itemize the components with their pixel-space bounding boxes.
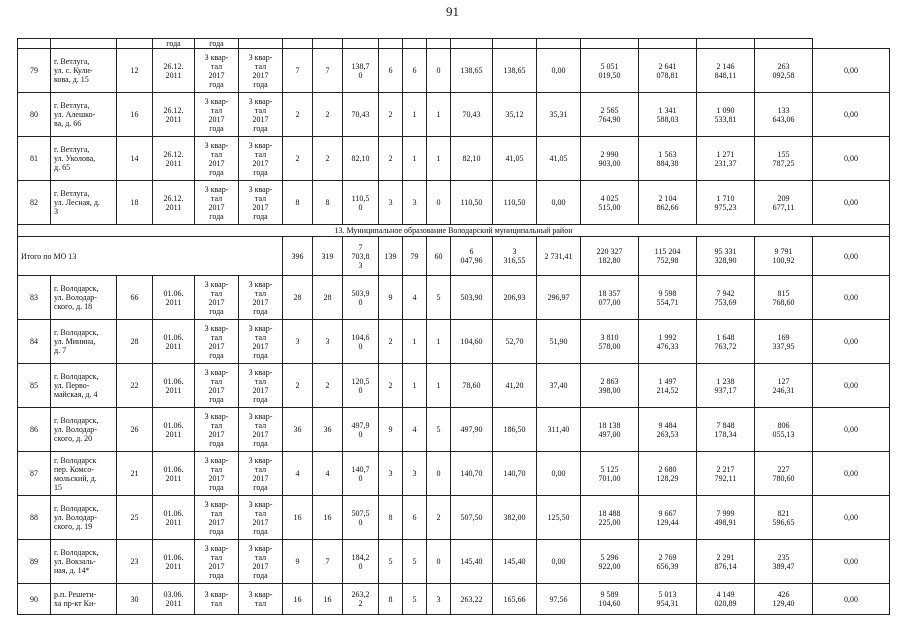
cell-n: 82 — [18, 181, 51, 225]
total-c14: 3 316,55 — [493, 237, 537, 276]
total-c8: 319 — [313, 237, 343, 276]
cell-c4: 26.12. 2011 — [153, 49, 195, 93]
page-number: 91 — [446, 4, 459, 19]
cell-c14: 206,93 — [493, 276, 537, 320]
cell-c8: 16 — [313, 496, 343, 540]
cell-c3: 28 — [117, 320, 153, 364]
table-row — [18, 49, 890, 93]
cell-c17: 2 769 656,39 — [639, 540, 697, 584]
cell-c9: 110,5 0 — [343, 181, 379, 225]
cell-c11: 5 — [403, 540, 427, 584]
cell-addr: г. Володарск, ул. Володар- ского, д. 19 — [51, 496, 117, 540]
cell-n: 80 — [18, 93, 51, 137]
cell-c6: 3 квар- тал 2017 года — [239, 496, 283, 540]
cell-n: 86 — [18, 408, 51, 452]
cell-c20: 0,00 — [813, 93, 890, 137]
cell-c11: 3 — [403, 452, 427, 496]
cell-c10: 3 — [379, 452, 403, 496]
cell-c7: 16 — [283, 584, 313, 615]
cell-c18: 7 848 178,34 — [697, 408, 755, 452]
cell-c4: 26.12. 2011 — [153, 93, 195, 137]
cell-c17: 9 484 263,53 — [639, 408, 697, 452]
cell-c5: 3 квар- тал 2017 года — [195, 137, 239, 181]
total-c17: 115 204 752,98 — [639, 237, 697, 276]
cell-c16: 2 863 398,00 — [581, 364, 639, 408]
cell-c6: 3 квар- тал 2017 года — [239, 320, 283, 364]
cell-c13: 70,43 — [451, 93, 493, 137]
cell-c7: 9 — [283, 540, 313, 584]
cell-c12: 2 — [427, 496, 451, 540]
cell-c18: 1 238 937,17 — [697, 364, 755, 408]
cell-c3: 14 — [117, 137, 153, 181]
total-c11: 79 — [403, 237, 427, 276]
cell-c4: 01.06. 2011 — [153, 540, 195, 584]
cell-c12: 0 — [427, 181, 451, 225]
total-c9: 7 703,8 3 — [343, 237, 379, 276]
header-fragment-cell — [581, 39, 639, 49]
cell-c10: 3 — [379, 181, 403, 225]
cell-n: 89 — [18, 540, 51, 584]
cell-c5: 3 квар- тал 2017 года — [195, 364, 239, 408]
cell-c14: 145,40 — [493, 540, 537, 584]
cell-c20: 0,00 — [813, 49, 890, 93]
cell-c19: 133 643,06 — [755, 93, 813, 137]
header-fragment-cell: года — [153, 39, 195, 49]
cell-c15: 97,56 — [537, 584, 581, 615]
cell-c19: 235 389,47 — [755, 540, 813, 584]
table-row — [18, 93, 890, 137]
cell-c16: 18 138 497,00 — [581, 408, 639, 452]
cell-c6: 3 квар- тал 2017 года — [239, 181, 283, 225]
cell-c13: 104,60 — [451, 320, 493, 364]
cell-c20: 0,00 — [813, 408, 890, 452]
cell-c12: 1 — [427, 93, 451, 137]
cell-c14: 186,50 — [493, 408, 537, 452]
cell-c12: 1 — [427, 137, 451, 181]
cell-n: 83 — [18, 276, 51, 320]
cell-c14: 165,66 — [493, 584, 537, 615]
table-row — [18, 320, 890, 364]
table-row — [18, 181, 890, 225]
cell-c19: 263 092,58 — [755, 49, 813, 93]
cell-c20: 0,00 — [813, 452, 890, 496]
cell-c6: 3 квар- тал 2017 года — [239, 540, 283, 584]
cell-c10: 2 — [379, 320, 403, 364]
cell-c9: 120,5 0 — [343, 364, 379, 408]
cell-c17: 2 641 078,81 — [639, 49, 697, 93]
cell-c10: 8 — [379, 584, 403, 615]
cell-c10: 9 — [379, 276, 403, 320]
cell-c3: 21 — [117, 452, 153, 496]
cell-c4: 01.06. 2011 — [153, 496, 195, 540]
cell-c4: 01.06. 2011 — [153, 452, 195, 496]
cell-c7: 2 — [283, 137, 313, 181]
cell-c15: 0,00 — [537, 181, 581, 225]
cell-c7: 36 — [283, 408, 313, 452]
total-c15: 2 731,41 — [537, 237, 581, 276]
cell-c19: 155 787,25 — [755, 137, 813, 181]
cell-c10: 8 — [379, 496, 403, 540]
table-row — [18, 137, 890, 181]
cell-c9: 184,2 0 — [343, 540, 379, 584]
cell-c10: 5 — [379, 540, 403, 584]
cell-c14: 140,70 — [493, 452, 537, 496]
cell-c7: 28 — [283, 276, 313, 320]
cell-c12: 1 — [427, 320, 451, 364]
header-fragment-cell — [755, 39, 813, 49]
cell-c16: 5 296 922,00 — [581, 540, 639, 584]
cell-c10: 6 — [379, 49, 403, 93]
cell-c6: 3 квар- тал 2017 года — [239, 452, 283, 496]
header-fragment-cell — [117, 39, 153, 49]
cell-addr: г. Володарск пер. Комсо- мольский, д. 15 — [51, 452, 117, 496]
cell-c13: 140,70 — [451, 452, 493, 496]
cell-c6: 3 квар- тал 2017 года — [239, 49, 283, 93]
cell-c4: 01.06. 2011 — [153, 364, 195, 408]
header-fragment-cell — [239, 39, 283, 49]
table-row — [18, 364, 890, 408]
cell-c12: 0 — [427, 49, 451, 93]
cell-c4: 01.06. 2011 — [153, 276, 195, 320]
header-fragment-cell — [493, 39, 537, 49]
cell-c20: 0,00 — [813, 137, 890, 181]
cell-n: 90 — [18, 584, 51, 615]
cell-c9: 503,9 0 — [343, 276, 379, 320]
cell-c4: 01.06. 2011 — [153, 408, 195, 452]
cell-c15: 125,50 — [537, 496, 581, 540]
cell-c7: 8 — [283, 181, 313, 225]
cell-c18: 1 710 975,23 — [697, 181, 755, 225]
cell-c19: 209 677,11 — [755, 181, 813, 225]
cell-addr: г. Ветлуга, ул. Уколова, д. 65 — [51, 137, 117, 181]
cell-c8: 7 — [313, 540, 343, 584]
cell-c10: 9 — [379, 408, 403, 452]
cell-c5: 3 квар- тал 2017 года — [195, 276, 239, 320]
cell-c10: 2 — [379, 93, 403, 137]
cell-c8: 4 — [313, 452, 343, 496]
cell-addr: г. Володарск, ул. Володар- ского, д. 20 — [51, 408, 117, 452]
cell-c19: 426 129,40 — [755, 584, 813, 615]
header-fragment-cell — [537, 39, 581, 49]
header-fragment-row — [18, 39, 890, 49]
cell-c15: 296,97 — [537, 276, 581, 320]
cell-n: 88 — [18, 496, 51, 540]
total-c18: 95 331 328,90 — [697, 237, 755, 276]
header-fragment-cell — [313, 39, 343, 49]
cell-c5: 3 квар- тал 2017 года — [195, 452, 239, 496]
cell-n: 85 — [18, 364, 51, 408]
cell-c13: 497,90 — [451, 408, 493, 452]
header-fragment-cell — [403, 39, 427, 49]
cell-n: 81 — [18, 137, 51, 181]
table-row — [18, 452, 890, 496]
cell-c9: 70,43 — [343, 93, 379, 137]
cell-c11: 4 — [403, 276, 427, 320]
cell-c7: 7 — [283, 49, 313, 93]
header-fragment-cell — [283, 39, 313, 49]
total-c7: 396 — [283, 237, 313, 276]
cell-c14: 41,20 — [493, 364, 537, 408]
cell-c5: 3 квар- тал 2017 года — [195, 181, 239, 225]
cell-c9: 263,2 2 — [343, 584, 379, 615]
cell-c18: 2 291 876,14 — [697, 540, 755, 584]
table-row — [18, 496, 890, 540]
cell-c3: 66 — [117, 276, 153, 320]
cell-c13: 145,40 — [451, 540, 493, 584]
cell-c16: 2 990 903,00 — [581, 137, 639, 181]
cell-addr: г. Володарск, ул. Володар- ского, д. 18 — [51, 276, 117, 320]
cell-c3: 16 — [117, 93, 153, 137]
table-row — [18, 276, 890, 320]
total-c13: 6 047,96 — [451, 237, 493, 276]
cell-c8: 2 — [313, 364, 343, 408]
cell-c20: 0,00 — [813, 276, 890, 320]
cell-c9: 140,7 0 — [343, 452, 379, 496]
cell-addr: г. Володарск, ул. Минина, д. 7 — [51, 320, 117, 364]
header-fragment-cell — [639, 39, 697, 49]
cell-c8: 36 — [313, 408, 343, 452]
cell-c5: 3 квар- тал 2017 года — [195, 320, 239, 364]
cell-c12: 0 — [427, 540, 451, 584]
cell-c8: 8 — [313, 181, 343, 225]
cell-c19: 169 337,95 — [755, 320, 813, 364]
cell-c5: 3 квар- тал 2017 года — [195, 540, 239, 584]
cell-c15: 41,05 — [537, 137, 581, 181]
cell-c11: 1 — [403, 93, 427, 137]
cell-c5: 3 квар- тал 2017 года — [195, 496, 239, 540]
cell-c7: 2 — [283, 364, 313, 408]
total-c10: 139 — [379, 237, 403, 276]
cell-c7: 2 — [283, 93, 313, 137]
cell-c11: 6 — [403, 49, 427, 93]
header-fragment-cell — [343, 39, 379, 49]
cell-c16: 9 589 104,60 — [581, 584, 639, 615]
cell-c3: 30 — [117, 584, 153, 615]
cell-c17: 9 598 554,71 — [639, 276, 697, 320]
cell-c7: 4 — [283, 452, 313, 496]
cell-c3: 23 — [117, 540, 153, 584]
cell-c4: 01.06. 2011 — [153, 320, 195, 364]
cell-n: 84 — [18, 320, 51, 364]
table-row — [18, 584, 890, 615]
cell-c19: 806 055,13 — [755, 408, 813, 452]
cell-c11: 6 — [403, 496, 427, 540]
cell-c19: 127 246,31 — [755, 364, 813, 408]
cell-c13: 138,65 — [451, 49, 493, 93]
cell-c16: 18 357 077,00 — [581, 276, 639, 320]
cell-addr: г. Володарск, ул. Вокзаль- ная, д. 14* — [51, 540, 117, 584]
cell-c13: 78,60 — [451, 364, 493, 408]
cell-c18: 2 217 792,11 — [697, 452, 755, 496]
cell-n: 79 — [18, 49, 51, 93]
cell-c17: 1 563 884,38 — [639, 137, 697, 181]
cell-c17: 9 667 129,44 — [639, 496, 697, 540]
header-fragment-cell — [427, 39, 451, 49]
section-title: 13. Муниципальное образование Володарский муниципальный район — [18, 225, 890, 237]
cell-addr: г. Ветлуга, ул. Алешко- ва, д. 66 — [51, 93, 117, 137]
cell-c12: 1 — [427, 364, 451, 408]
cell-addr: р.п. Решети- ха пр-кт Ки- — [51, 584, 117, 615]
cell-c15: 0,00 — [537, 49, 581, 93]
cell-c17: 1 497 214,52 — [639, 364, 697, 408]
cell-c4: 03.06. 2011 — [153, 584, 195, 615]
cell-c13: 110,50 — [451, 181, 493, 225]
cell-c18: 4 149 020,89 — [697, 584, 755, 615]
total-c20: 0,00 — [813, 237, 890, 276]
header-fragment-cell — [379, 39, 403, 49]
cell-c19: 821 596,65 — [755, 496, 813, 540]
cell-addr: г. Володарск, ул. Перво- майская, д. 4 — [51, 364, 117, 408]
cell-c15: 311,40 — [537, 408, 581, 452]
cell-c11: 3 — [403, 181, 427, 225]
cell-c18: 2 146 848,11 — [697, 49, 755, 93]
cell-c6: 3 квар- тал 2017 года — [239, 408, 283, 452]
cell-c16: 2 565 764,90 — [581, 93, 639, 137]
cell-c12: 0 — [427, 452, 451, 496]
cell-c17: 2 104 862,66 — [639, 181, 697, 225]
cell-c13: 507,50 — [451, 496, 493, 540]
header-fragment-cell — [697, 39, 755, 49]
table-row — [18, 540, 890, 584]
cell-c20: 0,00 — [813, 364, 890, 408]
cell-c16: 3 810 578,00 — [581, 320, 639, 364]
cell-c9: 497,9 0 — [343, 408, 379, 452]
header-fragment-cell — [51, 39, 117, 49]
section-row — [18, 225, 890, 237]
cell-c6: 3 квар- тал — [239, 584, 283, 615]
cell-c8: 28 — [313, 276, 343, 320]
total-c16: 220 327 182,80 — [581, 237, 639, 276]
total-c12: 60 — [427, 237, 451, 276]
cell-c9: 104,6 0 — [343, 320, 379, 364]
cell-c13: 263,22 — [451, 584, 493, 615]
cell-c3: 18 — [117, 181, 153, 225]
cell-c14: 110,50 — [493, 181, 537, 225]
cell-c6: 3 квар- тал 2017 года — [239, 276, 283, 320]
cell-c17: 1 992 476,33 — [639, 320, 697, 364]
cell-c10: 2 — [379, 137, 403, 181]
cell-c6: 3 квар- тал 2017 года — [239, 93, 283, 137]
cell-c5: 3 квар- тал 2017 года — [195, 49, 239, 93]
cell-c16: 5 051 019,50 — [581, 49, 639, 93]
cell-c18: 1 648 763,72 — [697, 320, 755, 364]
cell-c12: 5 — [427, 408, 451, 452]
table-body — [18, 39, 890, 615]
cell-c11: 1 — [403, 364, 427, 408]
cell-c14: 52,70 — [493, 320, 537, 364]
cell-c14: 35,12 — [493, 93, 537, 137]
cell-addr: г. Ветлуга, ул. Лесная, д. 3 — [51, 181, 117, 225]
cell-c17: 5 013 954,31 — [639, 584, 697, 615]
cell-c12: 5 — [427, 276, 451, 320]
cell-c3: 26 — [117, 408, 153, 452]
cell-c16: 18 488 225,00 — [581, 496, 639, 540]
cell-c8: 2 — [313, 93, 343, 137]
cell-c19: 815 768,60 — [755, 276, 813, 320]
total-label: Итого по МО 13 — [18, 237, 283, 276]
cell-c14: 41,05 — [493, 137, 537, 181]
header-fragment-cell — [18, 39, 51, 49]
cell-c15: 35,31 — [537, 93, 581, 137]
cell-c4: 26.12. 2011 — [153, 181, 195, 225]
cell-addr: г. Ветлуга, ул. с. Кули- кова, д. 15 — [51, 49, 117, 93]
cell-c15: 37,40 — [537, 364, 581, 408]
total-row — [18, 237, 890, 276]
cell-c11: 4 — [403, 408, 427, 452]
cell-c7: 16 — [283, 496, 313, 540]
header-fragment-cell — [451, 39, 493, 49]
cell-c9: 507,5 0 — [343, 496, 379, 540]
cell-c16: 5 125 701,00 — [581, 452, 639, 496]
cell-c18: 1 271 231,37 — [697, 137, 755, 181]
cell-c15: 0,00 — [537, 452, 581, 496]
cell-c8: 7 — [313, 49, 343, 93]
cell-c9: 138,7 0 — [343, 49, 379, 93]
cell-c14: 138,65 — [493, 49, 537, 93]
cell-c20: 0,00 — [813, 320, 890, 364]
cell-c18: 7 942 753,69 — [697, 276, 755, 320]
cell-c15: 0,00 — [537, 540, 581, 584]
cell-c3: 22 — [117, 364, 153, 408]
cell-c12: 3 — [427, 584, 451, 615]
cell-c5: 3 квар- тал — [195, 584, 239, 615]
cell-c11: 1 — [403, 320, 427, 364]
cell-c8: 3 — [313, 320, 343, 364]
cell-c11: 1 — [403, 137, 427, 181]
housing-register-table — [17, 38, 890, 615]
cell-c3: 12 — [117, 49, 153, 93]
cell-c18: 7 999 498,91 — [697, 496, 755, 540]
table-row — [18, 408, 890, 452]
cell-c13: 503,90 — [451, 276, 493, 320]
cell-c19: 227 780,60 — [755, 452, 813, 496]
total-c19: 9 791 100,92 — [755, 237, 813, 276]
cell-c8: 2 — [313, 137, 343, 181]
cell-c13: 82,10 — [451, 137, 493, 181]
cell-c18: 1 090 533,81 — [697, 93, 755, 137]
cell-c16: 4 025 515,00 — [581, 181, 639, 225]
cell-c10: 2 — [379, 364, 403, 408]
cell-n: 87 — [18, 452, 51, 496]
cell-c9: 82,10 — [343, 137, 379, 181]
cell-c17: 1 341 588,03 — [639, 93, 697, 137]
cell-c5: 3 квар- тал 2017 года — [195, 408, 239, 452]
cell-c11: 5 — [403, 584, 427, 615]
cell-c4: 26.12. 2011 — [153, 137, 195, 181]
cell-c17: 2 680 128,29 — [639, 452, 697, 496]
cell-c14: 382,00 — [493, 496, 537, 540]
cell-c20: 0,00 — [813, 584, 890, 615]
cell-c8: 16 — [313, 584, 343, 615]
cell-c3: 25 — [117, 496, 153, 540]
cell-c15: 51,90 — [537, 320, 581, 364]
cell-c6: 3 квар- тал 2017 года — [239, 364, 283, 408]
header-fragment-cell: года — [195, 39, 239, 49]
cell-c20: 0,00 — [813, 496, 890, 540]
cell-c20: 0,00 — [813, 540, 890, 584]
cell-c5: 3 квар- тал 2017 года — [195, 93, 239, 137]
cell-c20: 0,00 — [813, 181, 890, 225]
cell-c6: 3 квар- тал 2017 года — [239, 137, 283, 181]
cell-c7: 3 — [283, 320, 313, 364]
